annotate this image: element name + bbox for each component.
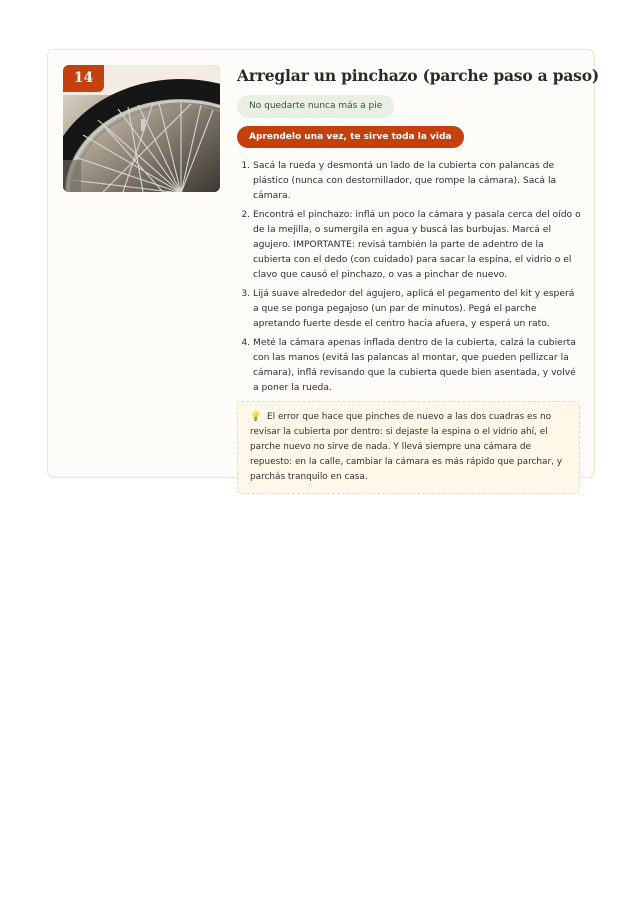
step-item: 2. Encontrá el pinchazo: inflá un poco la cámara y pasala cerca del oído o de la mejilla, o sumergila en agua y buscá las burbujas. Marcá el agujero. IMPORTANTE: revisá también la parte de adentro de la cubierta con el dedo (con cuidado) para sacar la espina, el vidrio o el clavo que causó el pinchazo, o vas a pinchar de nuevo.: [253, 207, 581, 282]
bicycle-wheel-photo: [63, 65, 220, 192]
benefit-tag: No quedarte nunca más a pie: [237, 95, 394, 118]
lightbulb-icon: 💡: [250, 412, 262, 422]
step-item: 1. Sacá la rueda y desmontá un lado de la cubierta con palancas de plástico (nunca con destornillador, que rompe la cámara). Sacá la cámara.: [253, 158, 581, 203]
card-content: [237, 64, 599, 494]
card-title: Arreglar un pinchazo (parche paso a paso): [237, 66, 599, 85]
step-item: 3. Lijá suave alrededor del agujero, aplicá el pegamento del kit y esperá a que se ponga pegajoso (un par de minutos). Pegá el parche apretando fuerte desde el centro hacia afuera, y esperá un rato.: [253, 286, 581, 331]
steps-list: [237, 158, 581, 395]
step-item: 4. Meté la cámara apenas inflada dentro de la cubierta, calzá la cubierta con las manos (evitá las palancas al montar, que pueden pellizcar la cámara), inflá revisando que la cubierta quede bien asentada, y volvé a poner la rueda.: [253, 335, 581, 395]
tip-text: El error que hace que pinches de nuevo a las dos cuadras es no revisar la cubierta por dentro: si dejaste la espina o el vidrio ahí, el parche nuevo no sirve de nada. Y llevá siempre una cámara de repuesto: en la calle, cambiar la cámara es más rápido que parchar, y parchás tranquilo en casa.: [250, 412, 563, 482]
highlight-tag: Aprendelo una vez, te sirve toda la vida: [237, 126, 464, 148]
tip-box: [237, 401, 580, 494]
tip-card: [47, 49, 599, 482]
step-number-badge: 14: [63, 65, 104, 92]
